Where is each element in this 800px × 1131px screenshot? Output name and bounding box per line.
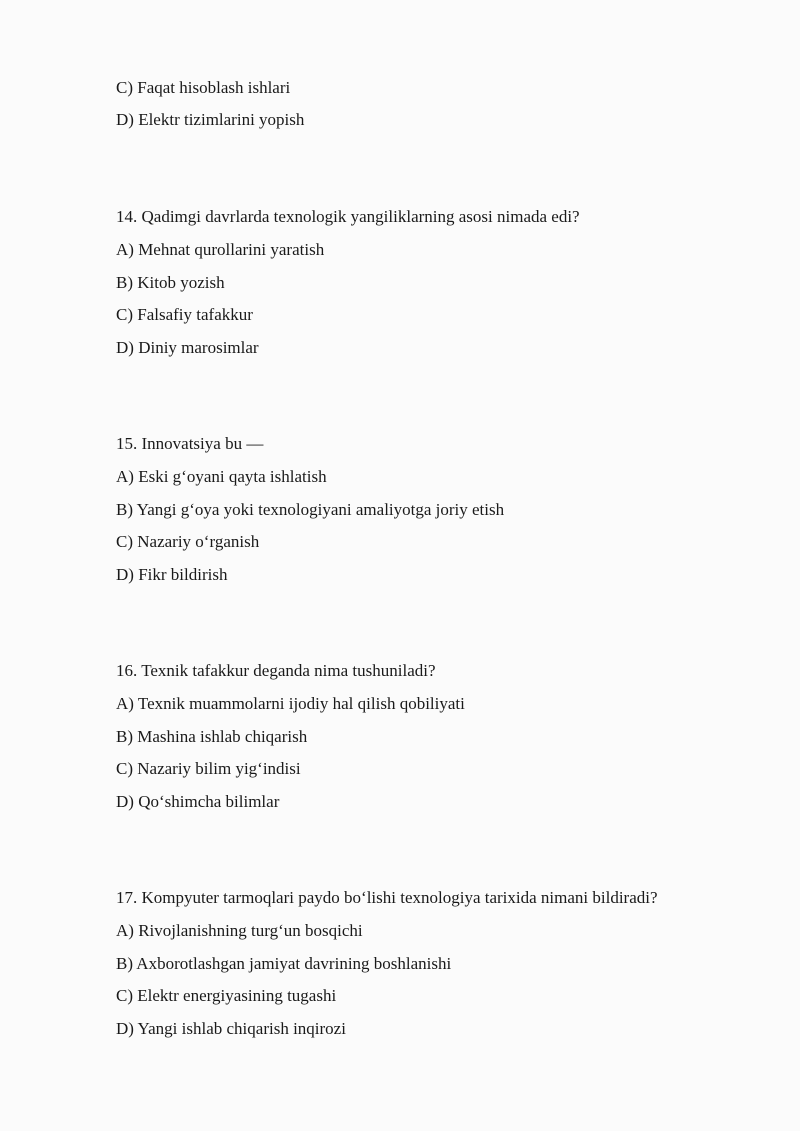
question-text: 16. Texnik tafakkur deganda nima tushuniladi? [116, 661, 436, 680]
answer-option: D) Fikr bildirish [116, 565, 228, 584]
question-text: 17. Kompyuter tarmoqlari paydo bo‘lishi texnologiya tarixida nimani bildiradi? [116, 888, 658, 907]
answer-option: A) Eski g‘oyani qayta ishlatish [116, 467, 327, 486]
answer-option: B) Yangi g‘oya yoki texnologiyani amaliyotga joriy etish [116, 500, 505, 519]
answer-option: C) Falsafiy tafakkur [116, 305, 253, 324]
answer-option: A) Texnik muammolarni ijodiy hal qilish qobiliyati [116, 694, 465, 713]
answer-option: C) Nazariy o‘rganish [116, 532, 260, 551]
answer-option: D) Elektr tizimlarini yopish [116, 110, 305, 129]
answer-option: B) Kitob yozish [116, 273, 225, 292]
answer-option: C) Elektr energiyasining tugashi [116, 986, 337, 1005]
answer-option: B) Axborotlashgan jamiyat davrining boshlanishi [116, 954, 452, 973]
answer-option: A) Mehnat qurollarini yaratish [116, 240, 325, 259]
answer-option: C) Nazariy bilim yig‘indisi [116, 759, 301, 778]
answer-option: D) Qo‘shimcha bilimlar [116, 792, 280, 811]
question-text: 15. Innovatsiya bu — [116, 434, 264, 453]
answer-option: B) Mashina ishlab chiqarish [116, 727, 308, 746]
answer-option: D) Diniy marosimlar [116, 338, 259, 357]
answer-option: D) Yangi ishlab chiqarish inqirozi [116, 1019, 346, 1038]
answer-option: C) Faqat hisoblash ishlari [116, 78, 291, 97]
answer-option: A) Rivojlanishning turg‘un bosqichi [116, 921, 363, 940]
question-text: 14. Qadimgi davrlarda texnologik yangiliklarning asosi nimada edi? [116, 207, 580, 226]
